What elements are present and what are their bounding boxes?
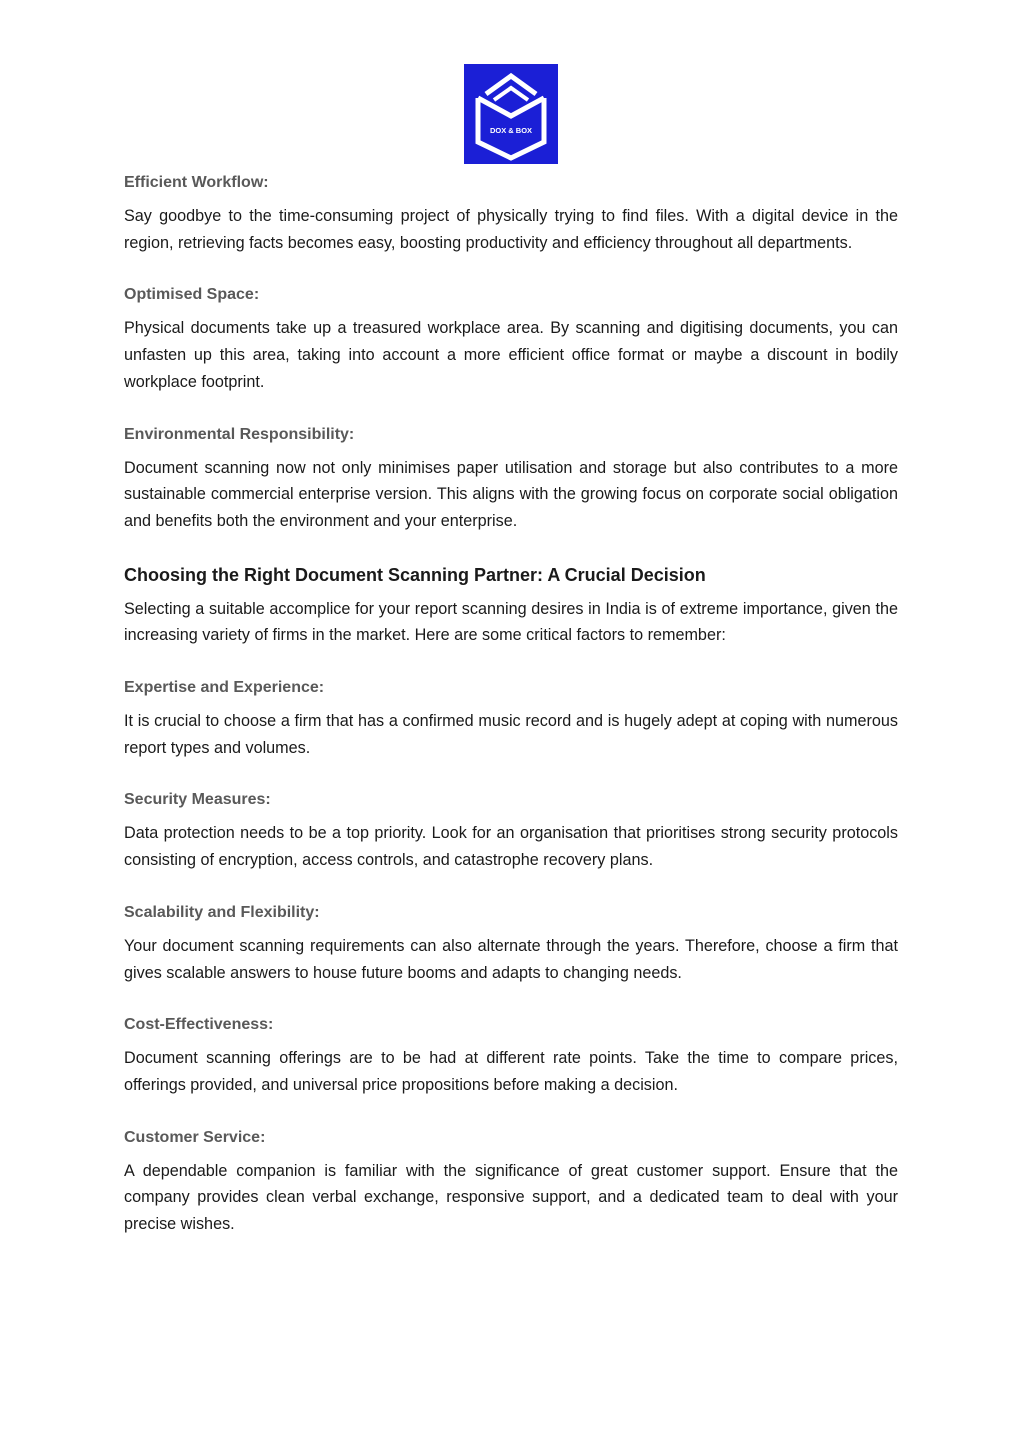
section-efficient-workflow: [124, 170, 898, 256]
dox-and-box-logo: [464, 64, 558, 164]
box-logo-icon: [464, 64, 558, 164]
section-choosing-partner: [124, 561, 898, 649]
section-expertise: [124, 675, 898, 761]
document-body: [124, 170, 898, 1264]
section-title: Security Measures:: [124, 791, 271, 809]
section-title: Scalability and Flexibility:: [124, 903, 320, 921]
section-environmental-responsibility: [124, 422, 898, 535]
section-security: [124, 787, 898, 873]
section-optimised-space: [124, 282, 898, 395]
section-title: Optimised Space:: [124, 286, 260, 304]
section-intro: Selecting a suitable accomplice for your report scanning desires in India is of extreme importance, given the increasing variety of firms in the market. Here are some critical factors to remember:: [124, 599, 898, 645]
section-title: Expertise and Experience:: [124, 679, 325, 697]
section-title: Efficient Workflow:: [124, 174, 269, 191]
section-cost-effectiveness: [124, 1012, 898, 1098]
section-body: Say goodbye to the time-consuming project of physically trying to find files. With a digital device in the region, retrieving facts becomes easy, boosting productivity and efficiency throughout all departments.: [124, 207, 898, 252]
section-title: Customer Service:: [124, 1128, 266, 1146]
section-scalability: [124, 900, 898, 986]
section-body: It is crucial to choose a firm that has a confirmed music record and is hugely adept at coping with numerous report types and volumes.: [124, 712, 898, 757]
section-body: Document scanning offerings are to be had at different rate points. Take the time to compare prices, offerings provided, and universal price propositions before making a decision.: [124, 1049, 898, 1094]
section-body: Physical documents take up a treasured workplace area. By scanning and digitising documents, you can unfasten up this area, taking into account a more efficient office format or maybe a discount in bodily workplace footprint.: [124, 319, 898, 391]
section-body: A dependable companion is familiar with the significance of great customer support. Ensure that the company provides clean verbal exchange, responsive support, and a dedicated team to deal with your precise wishes.: [124, 1161, 898, 1234]
section-body: Your document scanning requirements can also alternate through the years. Therefore, choose a firm that gives scalable answers to house future booms and adapts to changing needs.: [124, 936, 898, 982]
section-body: Document scanning now not only minimises paper utilisation and storage but also contributes to a more sustainable commercial enterprise version. This aligns with the growing focus on corporate social obligation and benefits both the environment and your enterprise.: [124, 458, 898, 530]
section-title: Environmental Responsibility:: [124, 425, 355, 443]
section-heading: Choosing the Right Document Scanning Partner: A Crucial Decision: [124, 564, 706, 585]
section-customer-service: [124, 1125, 898, 1238]
section-title: Cost-Effectiveness:: [124, 1016, 274, 1034]
svg-text:DOX & BOX: DOX & BOX: [489, 126, 533, 135]
section-body: Data protection needs to be a top priority. Look for an organisation that prioritises strong security protocols consisting of encryption, access controls, and catastrophe recovery plans.: [124, 824, 898, 870]
